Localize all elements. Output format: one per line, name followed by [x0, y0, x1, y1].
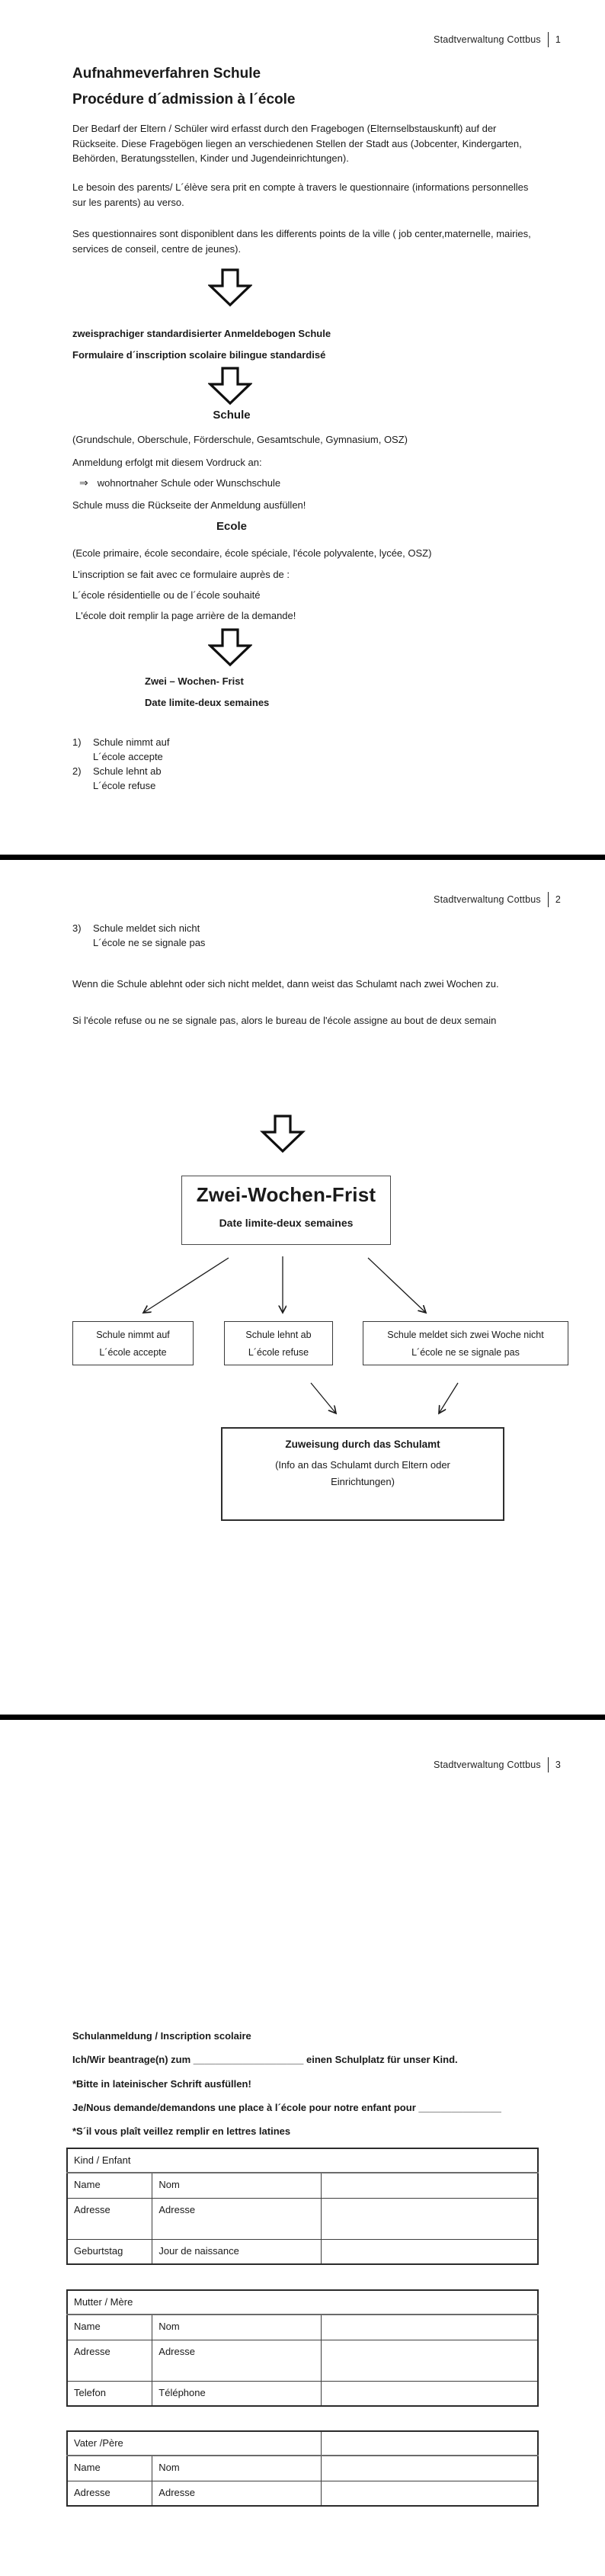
outcome-de: Schule lehnt ab — [245, 1330, 312, 1340]
list-number: 1) — [72, 736, 82, 748]
list-item — [72, 764, 169, 793]
result-box-subtitle — [222, 1457, 503, 1490]
outcome-box-refuse — [224, 1321, 333, 1365]
label-de: Name — [67, 2315, 152, 2340]
page-separator — [0, 855, 605, 860]
list-text-de: Schule nimmt auf — [93, 736, 170, 748]
note-german: *Bitte in lateinischer Schrift ausfüllen! — [72, 2078, 251, 2090]
table-row — [67, 2239, 538, 2264]
page-header — [434, 1757, 561, 1772]
double-arrow-icon: ⇒ — [79, 476, 88, 489]
label-de: Adresse — [67, 2481, 152, 2506]
down-arrow-icon — [208, 628, 252, 666]
child-table — [66, 2148, 539, 2265]
label-de: Adresse — [67, 2198, 152, 2239]
entry-cell — [321, 2198, 538, 2239]
deadline-box — [181, 1176, 391, 1245]
list-text-de: Schule meldet sich nicht — [93, 922, 200, 934]
entry-cell — [321, 2340, 538, 2381]
table-row — [67, 2315, 538, 2340]
paragraph-german-assignment: Wenn die Schule ablehnt oder sich nicht meldet, dann weist das Schulamt nach zwei Wochen zu. — [72, 978, 499, 990]
label-de: Telefon — [67, 2381, 152, 2406]
header-divider — [548, 1757, 549, 1772]
label-fr: Adresse — [152, 2198, 321, 2239]
page-2 — [0, 860, 605, 1715]
paragraph-french-intro: Le besoin des parents/ L´élève sera prit en compte à travers le questionnaire (informations personnelles sur les parents) au verso. — [72, 181, 529, 208]
request-line-german: Ich/Wir beantrage(n) zum ____________________ einen Schulplatz für unser Kind. — [72, 2054, 458, 2065]
entry-cell — [321, 2481, 538, 2506]
page-1 — [0, 0, 605, 855]
title-french: Procédure d´admission à l´école — [72, 91, 296, 107]
label-fr: Nom — [152, 2456, 321, 2481]
outcome-fr: L´école ne se signale pas — [411, 1347, 520, 1358]
label-de: Name — [67, 2173, 152, 2198]
label-de: Adresse — [67, 2340, 152, 2381]
label-fr: Nom — [152, 2173, 321, 2198]
header-org: Stadtverwaltung Cottbus — [434, 894, 541, 905]
label-fr: Adresse — [152, 2340, 321, 2381]
list-text-fr: L´école refuse — [93, 780, 156, 791]
list-text — [93, 735, 169, 764]
deadline-french: Date limite-deux semaines — [145, 697, 270, 708]
deadline-german: Zwei – Wochen- Frist — [145, 675, 244, 687]
page-number: 1 — [555, 34, 561, 45]
bullet-text: wohnortnaher Schule oder Wunschschule — [97, 477, 281, 489]
list-text-fr: L´école accepte — [93, 751, 163, 762]
school-types-german: (Grundschule, Oberschule, Förderschule, Gesamtschule, Gymnasium, OSZ) — [72, 434, 408, 445]
flowchart-connectors — [0, 860, 605, 1715]
outcome-fr: L´école accepte — [99, 1347, 167, 1358]
deadline-box-title: Zwei-Wochen-Frist — [196, 1183, 376, 1206]
label-fr: Nom — [152, 2315, 321, 2340]
label-fr: Jour de naissance — [152, 2239, 321, 2264]
registration-line: Anmeldung erfolgt mit diesem Vordruck an: — [72, 457, 262, 468]
table-row — [67, 2173, 538, 2198]
entry-cell — [321, 2431, 538, 2456]
mother-table — [66, 2289, 539, 2407]
form-title: Schulanmeldung / Inscription scolaire — [72, 2030, 251, 2042]
outcome-de: Schule nimmt auf — [96, 1330, 170, 1340]
father-table — [66, 2430, 539, 2507]
table-row — [67, 2381, 538, 2406]
result-box-title: Zuweisung durch das Schulamt — [285, 1439, 440, 1450]
entry-cell — [321, 2381, 538, 2406]
table-title: Vater /Père — [67, 2431, 321, 2456]
list-text — [93, 764, 162, 793]
paragraph-french-assignment: Si l'école refuse ou ne se signale pas, alors le bureau de l'école assigne au bout de deux semain — [72, 1015, 497, 1026]
deadline-box-subtitle: Date limite-deux semaines — [219, 1217, 354, 1229]
ecole-note: L'école doit remplir la page arrière de la demande! — [75, 610, 296, 621]
request-line-french: Je/Nous demande/demandons une place à l´école pour notre enfant pour _______________ — [72, 2102, 501, 2113]
form-label-german: zweisprachiger standardisierter Anmeldebogen Schule — [72, 328, 331, 339]
list-text-de: Schule lehnt ab — [93, 765, 162, 777]
outcome-de: Schule meldet sich zwei Woche nicht — [387, 1330, 544, 1340]
ecole-line: L´école résidentielle ou de l´école souhaité — [72, 589, 261, 601]
header-divider — [548, 32, 549, 47]
entry-cell — [321, 2456, 538, 2481]
paragraph-german-intro: Der Bedarf der Eltern / Schüler wird erfasst durch den Fragebogen (Elternselbstauskunft) auf der Rückseite. Diese Fragebögen liegen an verschiedenen Stellen der Stadt aus (Jobcenter, Kindergarten, Behörden, Beratungsstellen, Kinder und Jugendeinrichtungen). — [72, 123, 522, 164]
list-item — [72, 735, 169, 764]
label-fr: Adresse — [152, 2481, 321, 2506]
note-french: *S´il vous plaît veillez remplir en lettres latines — [72, 2125, 291, 2137]
school-types-french: (Ecole primaire, école secondaire, école spéciale, l'école polyvalente, lycée, OSZ) — [72, 547, 432, 559]
result-sub-line1: (Info an das Schulamt durch Eltern oder — [275, 1459, 450, 1471]
result-box — [221, 1427, 504, 1521]
section-heading-ecole: Ecole — [216, 520, 248, 533]
numbered-list — [72, 735, 169, 793]
page-3 — [0, 1720, 605, 2576]
outcome-box-accept — [72, 1321, 194, 1365]
inscription-line: L'inscription se fait avec ce formulaire auprès de : — [72, 569, 290, 580]
school-note: Schule muss die Rückseite der Anmeldung ausfüllen! — [72, 499, 306, 511]
label-de: Name — [67, 2456, 152, 2481]
label-de: Geburtstag — [67, 2239, 152, 2264]
table-title: Mutter / Mère — [67, 2290, 538, 2315]
label-fr: Téléphone — [152, 2381, 321, 2406]
down-arrow-icon — [208, 367, 252, 405]
list-number: 2) — [72, 765, 82, 777]
page-separator — [0, 1715, 605, 1720]
paragraph-french-questionnaires: Ses questionnaires sont disponiblent dans les differents points de la ville ( job center,maternelle, mairies, services de conseil, centre de jeunes). — [72, 228, 531, 255]
entry-cell — [321, 2315, 538, 2340]
header-org: Stadtverwaltung Cottbus — [434, 1760, 541, 1770]
table-row — [67, 2340, 538, 2381]
table-row — [67, 2456, 538, 2481]
header-org: Stadtverwaltung Cottbus — [434, 34, 541, 45]
down-arrow-icon — [208, 268, 252, 306]
page-number: 3 — [555, 1760, 561, 1770]
outcome-fr: L´école refuse — [248, 1347, 309, 1358]
entry-cell — [321, 2239, 538, 2264]
title-german: Aufnahmeverfahren Schule — [72, 66, 261, 82]
form-label-french: Formulaire d´inscription scolaire bilingue standardisé — [72, 349, 326, 361]
section-heading-schule: Schule — [213, 409, 251, 422]
bullet-item — [79, 476, 280, 489]
list-text-fr: L´école ne se signale pas — [93, 937, 206, 948]
table-row — [67, 2481, 538, 2506]
entry-cell — [321, 2173, 538, 2198]
outcome-box-no-reply — [363, 1321, 568, 1365]
list-number: 3) — [72, 922, 82, 934]
table-title: Kind / Enfant — [67, 2148, 538, 2173]
page-number: 2 — [555, 894, 561, 905]
table-row — [67, 2198, 538, 2239]
page-header — [434, 32, 561, 47]
result-sub-line2: Einrichtungen) — [331, 1476, 395, 1487]
